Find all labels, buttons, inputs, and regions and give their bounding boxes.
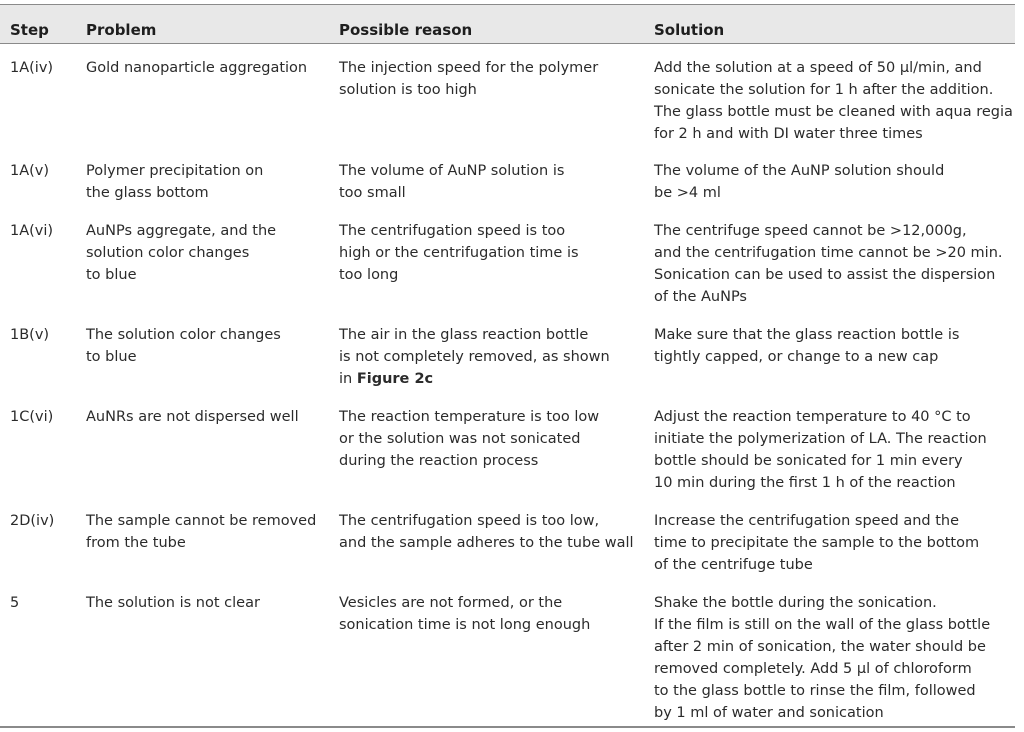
header-possible-reason: Possible reason — [339, 21, 473, 39]
row-5-step: 1C(vi) — [10, 409, 54, 425]
row-5-solution: Adjust the reaction temperature to 40 °C to initiate the polymerization of LA. The reaction bottle should be sonicated for 1 min every 10 min during the first 1 h of the reaction — [654, 409, 987, 491]
row-1-solution: Add the solution at a speed of 50 µl/min, and sonicate the solution for 1 h after the addition. The glass bottle must be cleaned with aqua regia for 2 h and with DI water three times — [654, 60, 1013, 142]
row-5-problem: AuNRs are not dispersed well — [86, 409, 299, 425]
table-header-rule — [0, 43, 1015, 44]
row-7-step: 5 — [10, 595, 20, 611]
row-2-reason: The volume of AuNP solution is too small — [339, 163, 565, 201]
row-3-problem: AuNPs aggregate, and the solution color changes to blue — [86, 223, 277, 283]
header-step: Step — [10, 21, 49, 39]
row-4-reason-text: The air in the glass reaction bottle is not completely removed, as shown in — [339, 327, 610, 387]
row-6-reason: The centrifugation speed is too low, and the sample adheres to the tube wall — [339, 513, 634, 551]
row-6-solution: Increase the centrifugation speed and the time to precipitate the sample to the bottom of the centrifuge tube — [654, 513, 980, 573]
row-1-step: 1A(iv) — [10, 60, 54, 76]
row-3-reason: The centrifugation speed is too high or the centrifugation time is too long — [339, 223, 579, 283]
row-1-problem: Gold nanoparticle aggregation — [86, 60, 308, 76]
row-7-reason: Vesicles are not formed, or the sonication time is not long enough — [339, 595, 591, 633]
row-4-solution: Make sure that the glass reaction bottle is tightly capped, or change to a new cap — [654, 327, 960, 365]
row-4-step: 1B(v) — [10, 327, 50, 343]
row-2-problem: Polymer precipitation on the glass bottom — [86, 163, 264, 201]
row-7-solution: Shake the bottle during the sonication. If the film is still on the wall of the glass bottle after 2 min of sonication, the water should be removed completely. Add 5 µl of chloroform to the glass bottle to rinse the film, followed by 1 ml of water and sonication — [654, 595, 991, 721]
row-3-solution: The centrifuge speed cannot be >12,000g, and the centrifugation time cannot be >20 min. Sonication can be used to assist the dispersion of the AuNPs — [654, 223, 1003, 305]
table-bottom-rule — [0, 726, 1015, 728]
row-6-problem: The sample cannot be removed from the tube — [86, 513, 317, 551]
header-solution: Solution — [654, 21, 725, 39]
figure-2c-reference: Figure 2c — [356, 371, 434, 387]
row-4-reason — [339, 324, 610, 390]
row-5-reason: The reaction temperature is too low or the solution was not sonicated during the reaction process — [339, 409, 600, 469]
row-2-solution: The volume of the AuNP solution should be >4 ml — [654, 163, 945, 201]
header-problem: Problem — [86, 21, 157, 39]
row-1-reason: The injection speed for the polymer solution is too high — [339, 60, 599, 98]
row-4-problem: The solution color changes to blue — [86, 327, 281, 365]
row-6-step: 2D(iv) — [10, 513, 55, 529]
row-3-step: 1A(vi) — [10, 223, 54, 239]
row-7-problem: The solution is not clear — [86, 595, 260, 611]
row-2-step: 1A(v) — [10, 163, 50, 179]
